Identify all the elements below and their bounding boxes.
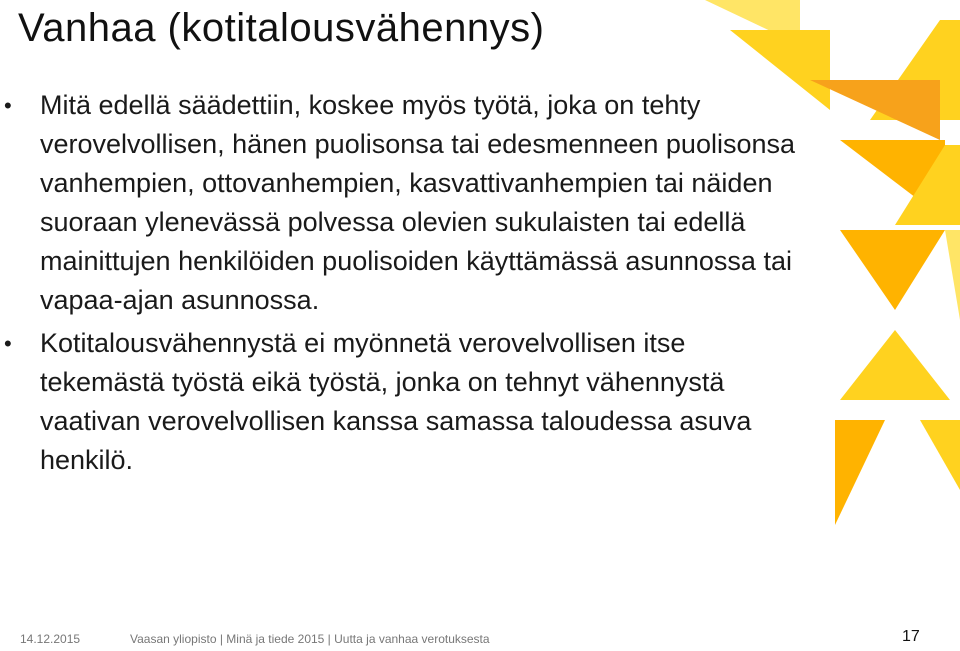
triangle-9 [840, 330, 950, 400]
slide-title: Vanhaa (kotitalousvähennys) [18, 6, 545, 50]
footer-date: 14.12.2015 [20, 632, 81, 646]
triangle-7 [840, 230, 945, 310]
decorative-triangles [690, 0, 960, 540]
page-number: 17 [902, 628, 920, 645]
bullet-item: • Kotitalousvähennystä ei myönnetä verovelvollisen itse tekemästä työstä eikä työstä, jonka on tehnyt vähennystä vaativan verovelvollisen kanssa samassa taloudessa asuva henkilö. [0, 324, 800, 480]
triangle-4 [810, 80, 940, 140]
bullet-list [0, 86, 800, 484]
triangle-11 [920, 420, 960, 490]
bullet-item: • Mitä edellä säädettiin, koskee myös työtä, joka on tehty verovelvollisen, hänen puolisonsa tai edesmenneen puolisonsa vanhempien, ottovanhempien, kasvattivanhempien tai näiden suoraan ylenevässä polvessa olevien sukulaisten tai edellä mainittujen henkilöiden puolisoiden käyttämässä asunnossa tai vapaa-ajan asunnossa. [0, 86, 800, 320]
triangle-2 [730, 30, 830, 110]
triangle-8 [945, 230, 960, 320]
footer [0, 628, 960, 650]
triangle-10 [835, 420, 885, 525]
footer-info: Vaasan yliopisto | Minä ja tiede 2015 | Uutta ja vanhaa verotuksesta [130, 632, 490, 646]
